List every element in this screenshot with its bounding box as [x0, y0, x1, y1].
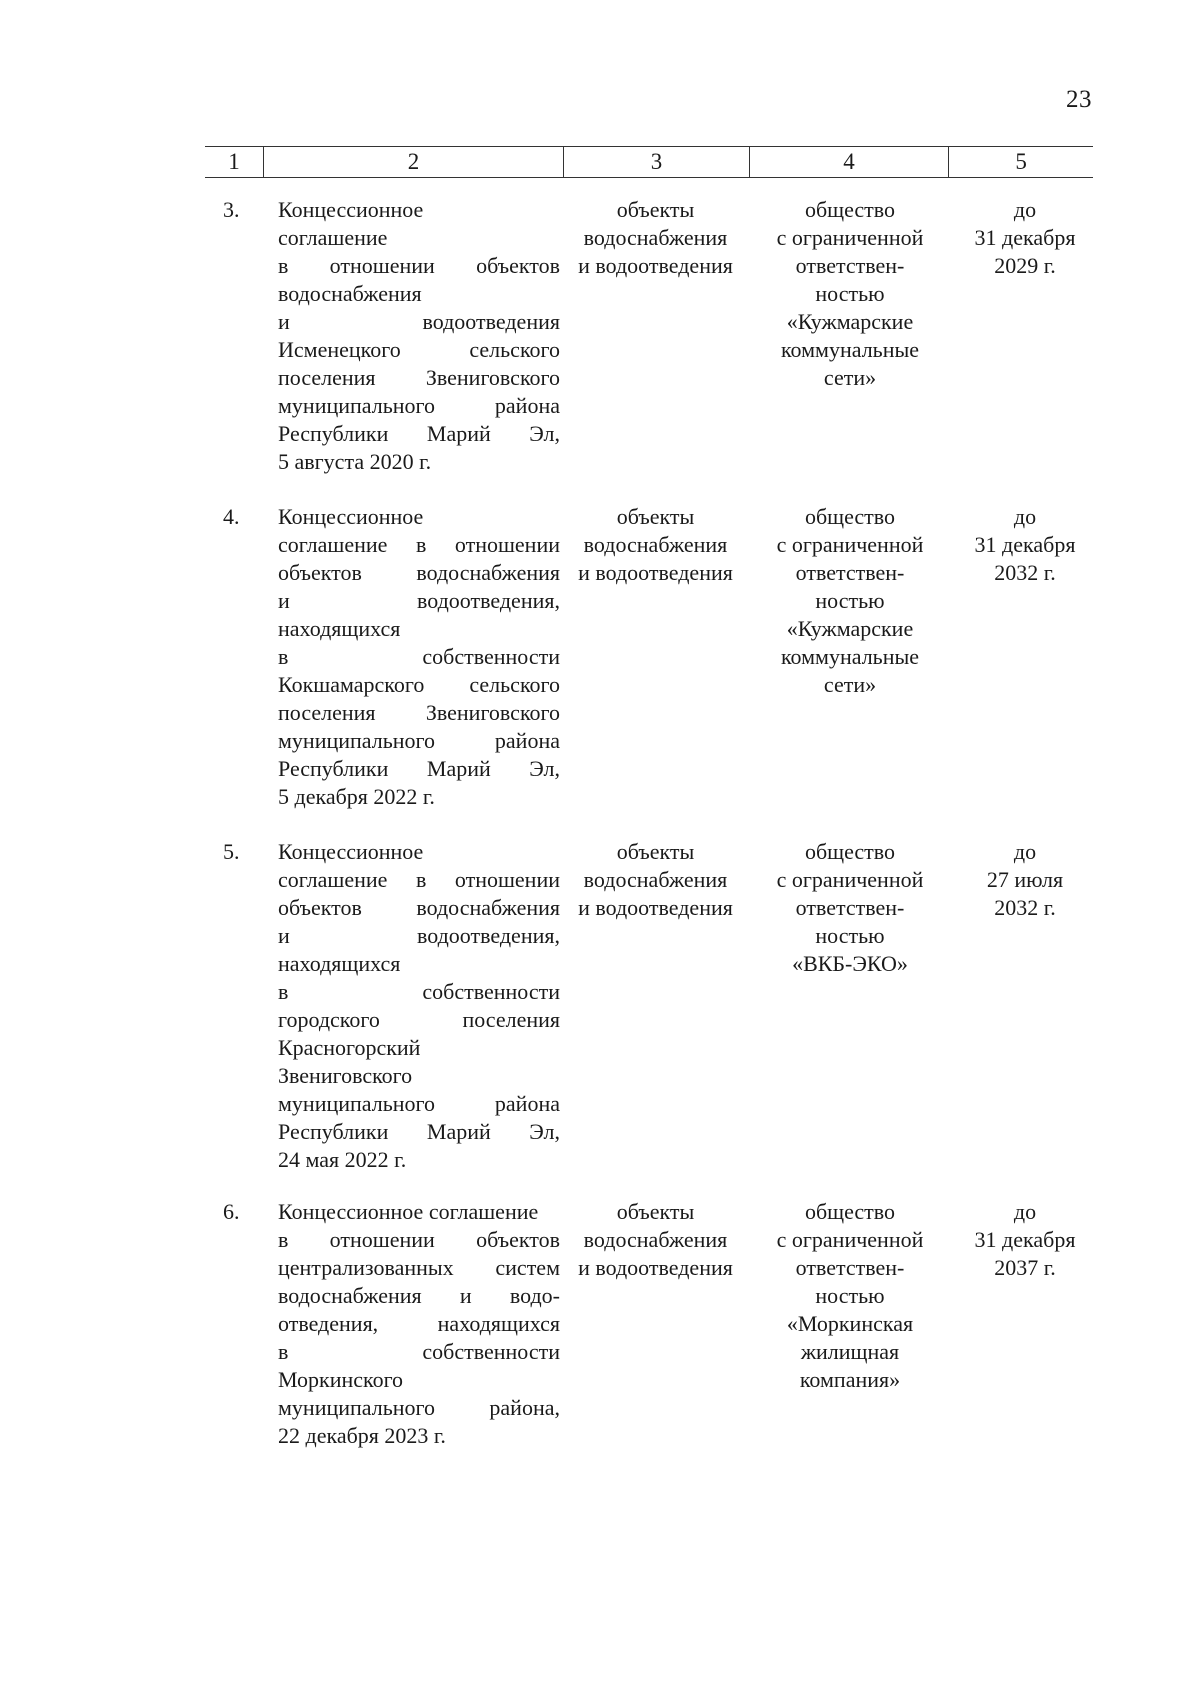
agreement-line: и водоотведения, [278, 923, 560, 948]
term-cell-line: 27 июля [986, 867, 1064, 892]
concessionaire-cell-line: ответствен- [795, 253, 905, 278]
objects-cell-line: водоснабжения [583, 867, 728, 892]
term-cell-line: 2037 г. [994, 1255, 1056, 1280]
concessionaire-cell-line: сети» [823, 365, 877, 390]
concessionaire-cell-line: общество [804, 504, 896, 529]
agreement-line: Концессионное [278, 839, 424, 864]
term-cell-line: 31 декабря [974, 532, 1076, 557]
concessionaire-cell-line: с ограниченной [776, 225, 924, 250]
objects-cell-line: и водоотведения [578, 253, 733, 278]
agreement-line: Концессионное [278, 504, 424, 529]
objects-cell-line: и водоотведения [578, 895, 733, 920]
objects-cell-line: объекты [616, 1199, 695, 1224]
agreement-line: Республики Марий Эл, [278, 421, 560, 446]
agreement-line: соглашение в отношении [278, 867, 560, 892]
agreement-line: водоснабжения [278, 281, 422, 306]
agreement-line: муниципального района [278, 393, 560, 418]
agreement-line: 5 августа 2020 г. [278, 449, 432, 474]
agreement-line: соглашение [278, 225, 388, 250]
objects-cell-line: водоснабжения [583, 1227, 728, 1252]
header-col-4: 4 [749, 147, 949, 177]
concessionaire-cell-line: ответствен- [795, 895, 905, 920]
concessionaire-cell-line: «ВКБ-ЭКО» [792, 951, 908, 976]
concessionaire-cell-line: общество [804, 197, 896, 222]
concessionaire-cell [750, 503, 950, 699]
agreement-line: и водоотведения, [278, 588, 560, 613]
concessionaire-cell-line: общество [804, 1199, 896, 1224]
row-number: 6. [223, 1199, 240, 1224]
agreement-line: соглашение в отношении [278, 532, 560, 557]
term-cell-line: до [1013, 1199, 1037, 1224]
concessionaire-cell-line: компания» [799, 1367, 901, 1392]
agreement-line: в собственности [278, 644, 560, 669]
header-col-3: 3 [563, 147, 749, 177]
objects-cell-line: водоснабжения [583, 532, 728, 557]
concessionaire-cell-line: коммунальные [780, 337, 920, 362]
agreement-line: муниципального района [278, 1091, 560, 1116]
concessionaire-cell-line: с ограниченной [776, 867, 924, 892]
header-col-2: 2 [263, 147, 563, 177]
term-cell [957, 1198, 1093, 1282]
objects-cell [563, 838, 748, 922]
agreement-line: Концессионное соглашение [278, 1199, 539, 1224]
term-cell-line: 2032 г. [994, 560, 1056, 585]
term-cell-line: 2029 г. [994, 253, 1056, 278]
agreement-line: в отношении объектов [278, 253, 560, 278]
row-number: 4. [223, 504, 240, 529]
objects-cell-line: и водоотведения [578, 560, 733, 585]
agreement-line: городского поселения [278, 1007, 560, 1032]
term-cell-line: до [1013, 504, 1037, 529]
concessionaire-cell-line: сети» [823, 672, 877, 697]
objects-cell-line: водоснабжения [583, 225, 728, 250]
term-cell-line: 31 декабря [974, 1227, 1076, 1252]
concessionaire-cell-line: «Кужмарские [786, 309, 914, 334]
concessionaire-cell-line: «Моркинская [786, 1311, 914, 1336]
term-cell [957, 503, 1093, 587]
objects-cell-line: и водоотведения [578, 1255, 733, 1280]
agreement-line: Концессионное [278, 197, 424, 222]
agreement-line: 5 декабря 2022 г. [278, 784, 435, 809]
concessionaire-cell-line: ностью [815, 281, 885, 306]
agreement-line: находящихся [278, 951, 401, 976]
agreement-line: Моркинского [278, 1367, 404, 1392]
concessionaire-cell [750, 838, 950, 978]
concessionaire-cell [750, 1198, 950, 1394]
agreement-line: Красногорский [278, 1035, 421, 1060]
objects-cell-line: объекты [616, 504, 695, 529]
agreement-line: централизованных систем [278, 1255, 560, 1280]
agreement-line: объектов водоснабжения [278, 895, 560, 920]
agreement-line: отведения, находящихся [278, 1311, 560, 1336]
agreement-line: муниципального района [278, 728, 560, 753]
header-col-1: 1 [228, 149, 240, 174]
agreement-line: в собственности [278, 979, 560, 1004]
concessionaire-cell-line: ностью [815, 1283, 885, 1308]
agreement-line: 24 мая 2022 г. [278, 1147, 407, 1172]
objects-cell [563, 503, 748, 587]
agreement-line: и водоотведения [278, 309, 560, 334]
term-cell-line: до [1013, 197, 1037, 222]
agreement-cell [278, 1198, 560, 1450]
agreement-cell [278, 838, 560, 1174]
concessionaire-cell-line: ностью [815, 588, 885, 613]
page-number: 23 [1066, 86, 1092, 113]
objects-cell-line: объекты [616, 839, 695, 864]
concessionaire-cell-line: ответствен- [795, 560, 905, 585]
agreement-line: объектов водоснабжения [278, 560, 560, 585]
objects-cell-line: объекты [616, 197, 695, 222]
agreement-line: в отношении объектов [278, 1227, 560, 1252]
term-cell-line: 2032 г. [994, 895, 1056, 920]
agreement-line: поселения Звениговского [278, 365, 560, 390]
objects-cell [563, 1198, 748, 1282]
agreement-line: 22 декабря 2023 г. [278, 1423, 446, 1448]
agreement-line: муниципального района, [278, 1395, 560, 1420]
term-cell-line: 31 декабря [974, 225, 1076, 250]
row-number: 3. [223, 197, 240, 222]
agreement-line: Исменецкого сельского [278, 337, 560, 362]
concessionaire-cell-line: с ограниченной [776, 1227, 924, 1252]
header-col-5: 5 [948, 147, 1093, 177]
concessionaire-cell [750, 196, 950, 392]
concessionaire-cell-line: коммунальные [780, 644, 920, 669]
agreement-line: поселения Звениговского [278, 700, 560, 725]
concessionaire-cell-line: ответствен- [795, 1255, 905, 1280]
term-cell [957, 196, 1093, 280]
concessionaire-cell-line: «Кужмарские [786, 616, 914, 641]
concessionaire-cell-line: с ограниченной [776, 532, 924, 557]
agreement-cell [278, 196, 560, 476]
agreement-line: Кокшамарского сельского [278, 672, 560, 697]
concessionaire-cell-line: общество [804, 839, 896, 864]
objects-cell [563, 196, 748, 280]
agreement-line: Звениговского [278, 1063, 413, 1088]
term-cell-line: до [1013, 839, 1037, 864]
agreement-line: Республики Марий Эл, [278, 756, 560, 781]
row-number: 5. [223, 839, 240, 864]
term-cell [957, 838, 1093, 922]
agreement-line: Республики Марий Эл, [278, 1119, 560, 1144]
agreement-cell [278, 503, 560, 811]
agreement-line: водоснабжения и водо- [278, 1283, 560, 1308]
concessionaire-cell-line: ностью [815, 923, 885, 948]
concessionaire-cell-line: жилищная [800, 1339, 900, 1364]
agreement-line: находящихся [278, 616, 401, 641]
agreement-line: в собственности [278, 1339, 560, 1364]
table-header-row [205, 146, 1093, 178]
